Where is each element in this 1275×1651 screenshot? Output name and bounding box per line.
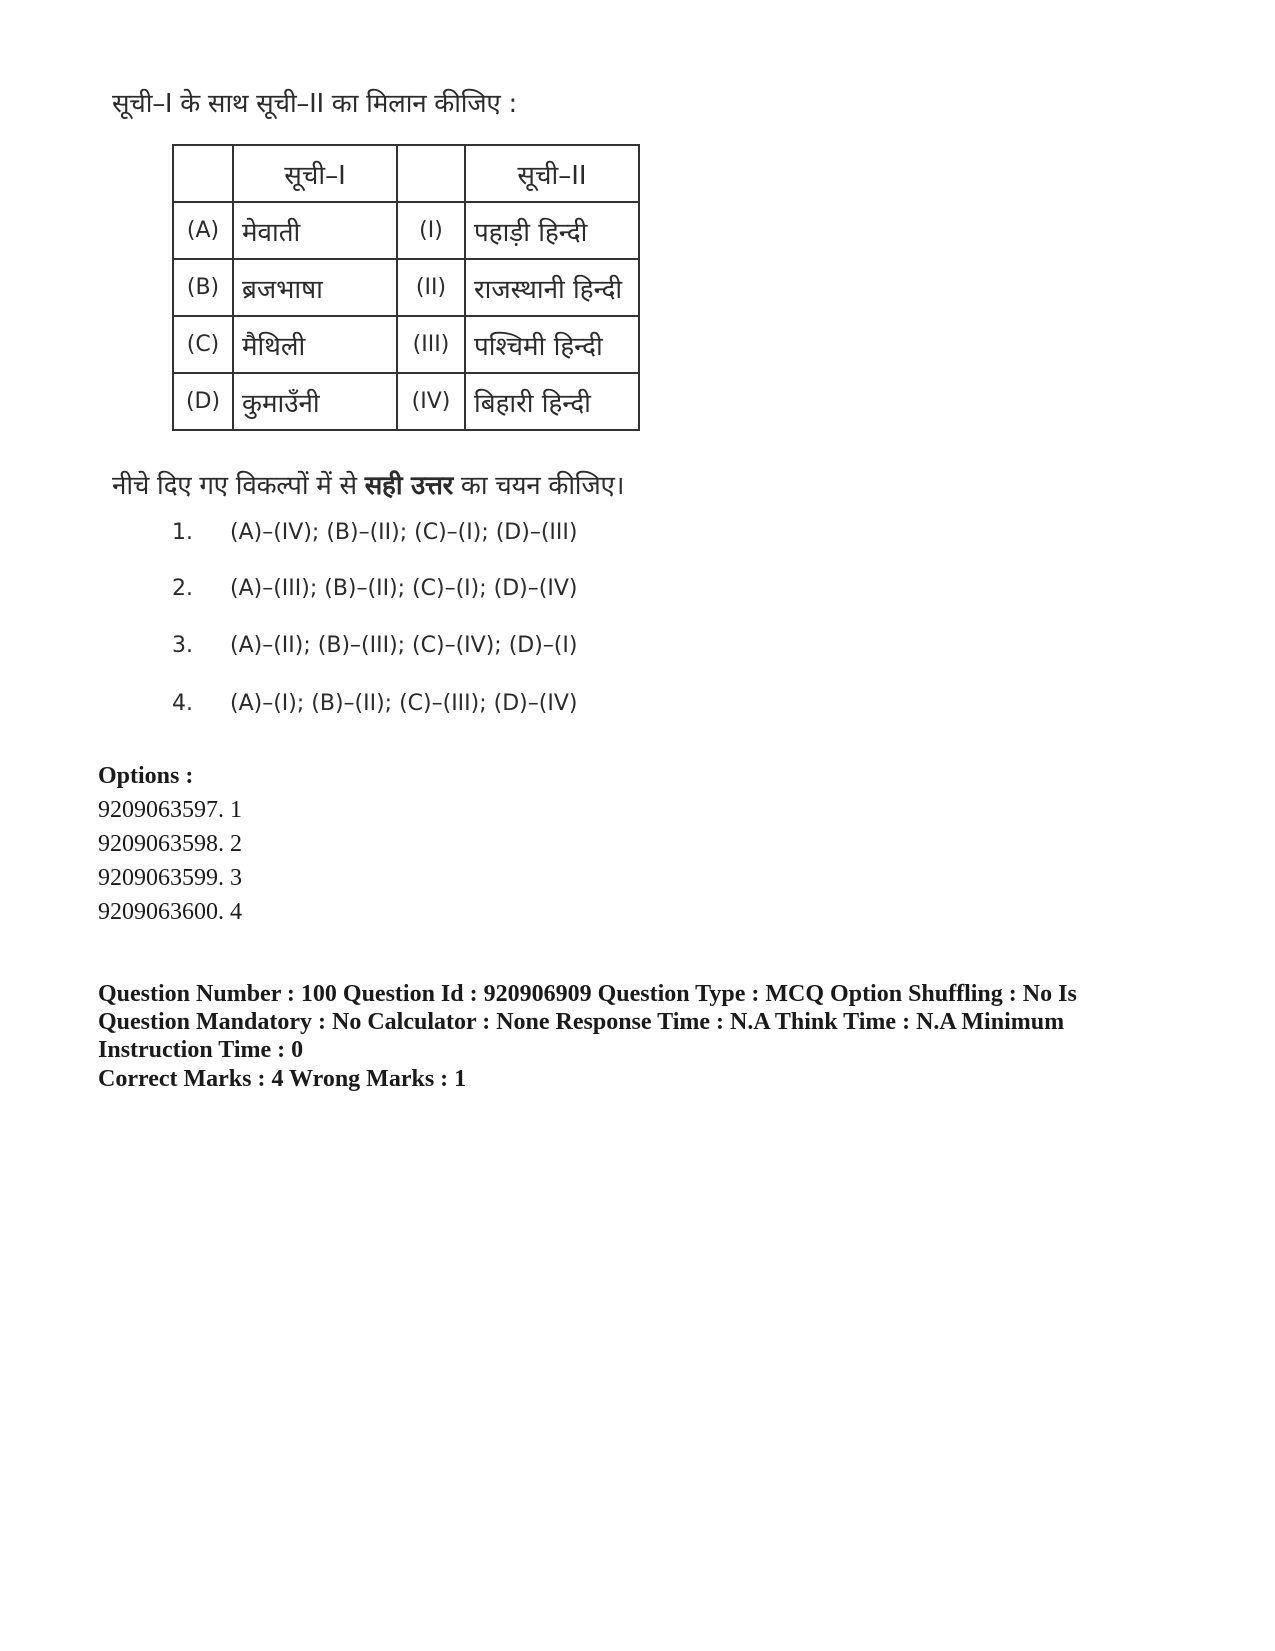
table-row xyxy=(173,202,639,259)
table-row xyxy=(173,316,639,373)
left-item: मेवाती xyxy=(233,202,397,259)
option-item: 9209063597. 1 xyxy=(98,797,242,823)
choice-number: 3. xyxy=(172,633,193,658)
instruction-bold: सही उत्तर xyxy=(364,471,453,501)
option-item: 9209063599. 3 xyxy=(98,865,242,891)
left-item: ब्रजभाषा xyxy=(233,259,397,316)
instruction-prefix: नीचे दिए गए विकल्पों में से xyxy=(112,471,365,501)
option-item: 9209063600. 4 xyxy=(98,899,242,925)
list-2-header: सूची–II xyxy=(465,145,639,202)
choice-text: (A)–(IV); (B)–(II); (C)–(I); (D)–(III) xyxy=(230,520,578,545)
table-row xyxy=(173,259,639,316)
left-label: (B) xyxy=(173,259,233,316)
table-row xyxy=(173,373,639,430)
right-item: बिहारी हिन्दी xyxy=(465,373,639,430)
left-label: (A) xyxy=(173,202,233,259)
option-item: 9209063598. 2 xyxy=(98,831,242,857)
right-item: राजस्थानी हिन्दी xyxy=(465,259,639,316)
table-header-row xyxy=(173,145,639,202)
right-label: (IV) xyxy=(397,373,465,430)
question-intro: सूची–I के साथ सूची–II का मिलान कीजिए : xyxy=(112,89,517,119)
left-item: मैथिली xyxy=(233,316,397,373)
header-cell xyxy=(173,145,233,202)
question-meta xyxy=(98,980,1188,1064)
choice-number: 4. xyxy=(172,691,193,716)
answer-choice-4 xyxy=(172,691,577,716)
question-instruction xyxy=(112,466,624,502)
answer-choice-1 xyxy=(172,520,577,545)
right-item: पहाड़ी हिन्दी xyxy=(465,202,639,259)
instruction-suffix: का चयन कीजिए। xyxy=(452,471,625,501)
meta-line-3: Instruction Time : 0 xyxy=(98,1037,304,1063)
left-item: कुमाउँनी xyxy=(233,373,397,430)
choice-text: (A)–(I); (B)–(II); (C)–(III); (D)–(IV) xyxy=(230,691,578,716)
answer-choice-2 xyxy=(172,576,577,601)
right-item: पश्चिमी हिन्दी xyxy=(465,316,639,373)
right-label: (I) xyxy=(397,202,465,259)
header-cell xyxy=(397,145,465,202)
choice-number: 2. xyxy=(172,576,193,601)
meta-line-2: Question Mandatory : No Calculator : None Response Time : N.A Think Time : N.A Minimum xyxy=(98,1009,1065,1035)
match-table xyxy=(172,144,640,431)
options-title: Options : xyxy=(98,763,194,789)
right-label: (III) xyxy=(397,316,465,373)
choice-number: 1. xyxy=(172,520,193,545)
choice-text: (A)–(II); (B)–(III); (C)–(IV); (D)–(I) xyxy=(230,633,578,658)
left-label: (C) xyxy=(173,316,233,373)
meta-line-1: Question Number : 100 Question Id : 920906909 Question Type : MCQ Option Shuffling : No Is xyxy=(98,981,1077,1007)
marks-line: Correct Marks : 4 Wrong Marks : 1 xyxy=(98,1066,467,1092)
left-label: (D) xyxy=(173,373,233,430)
list-1-header: सूची–I xyxy=(233,145,397,202)
choice-text: (A)–(III); (B)–(II); (C)–(I); (D)–(IV) xyxy=(230,576,578,601)
answer-choice-3 xyxy=(172,633,577,658)
right-label: (II) xyxy=(397,259,465,316)
